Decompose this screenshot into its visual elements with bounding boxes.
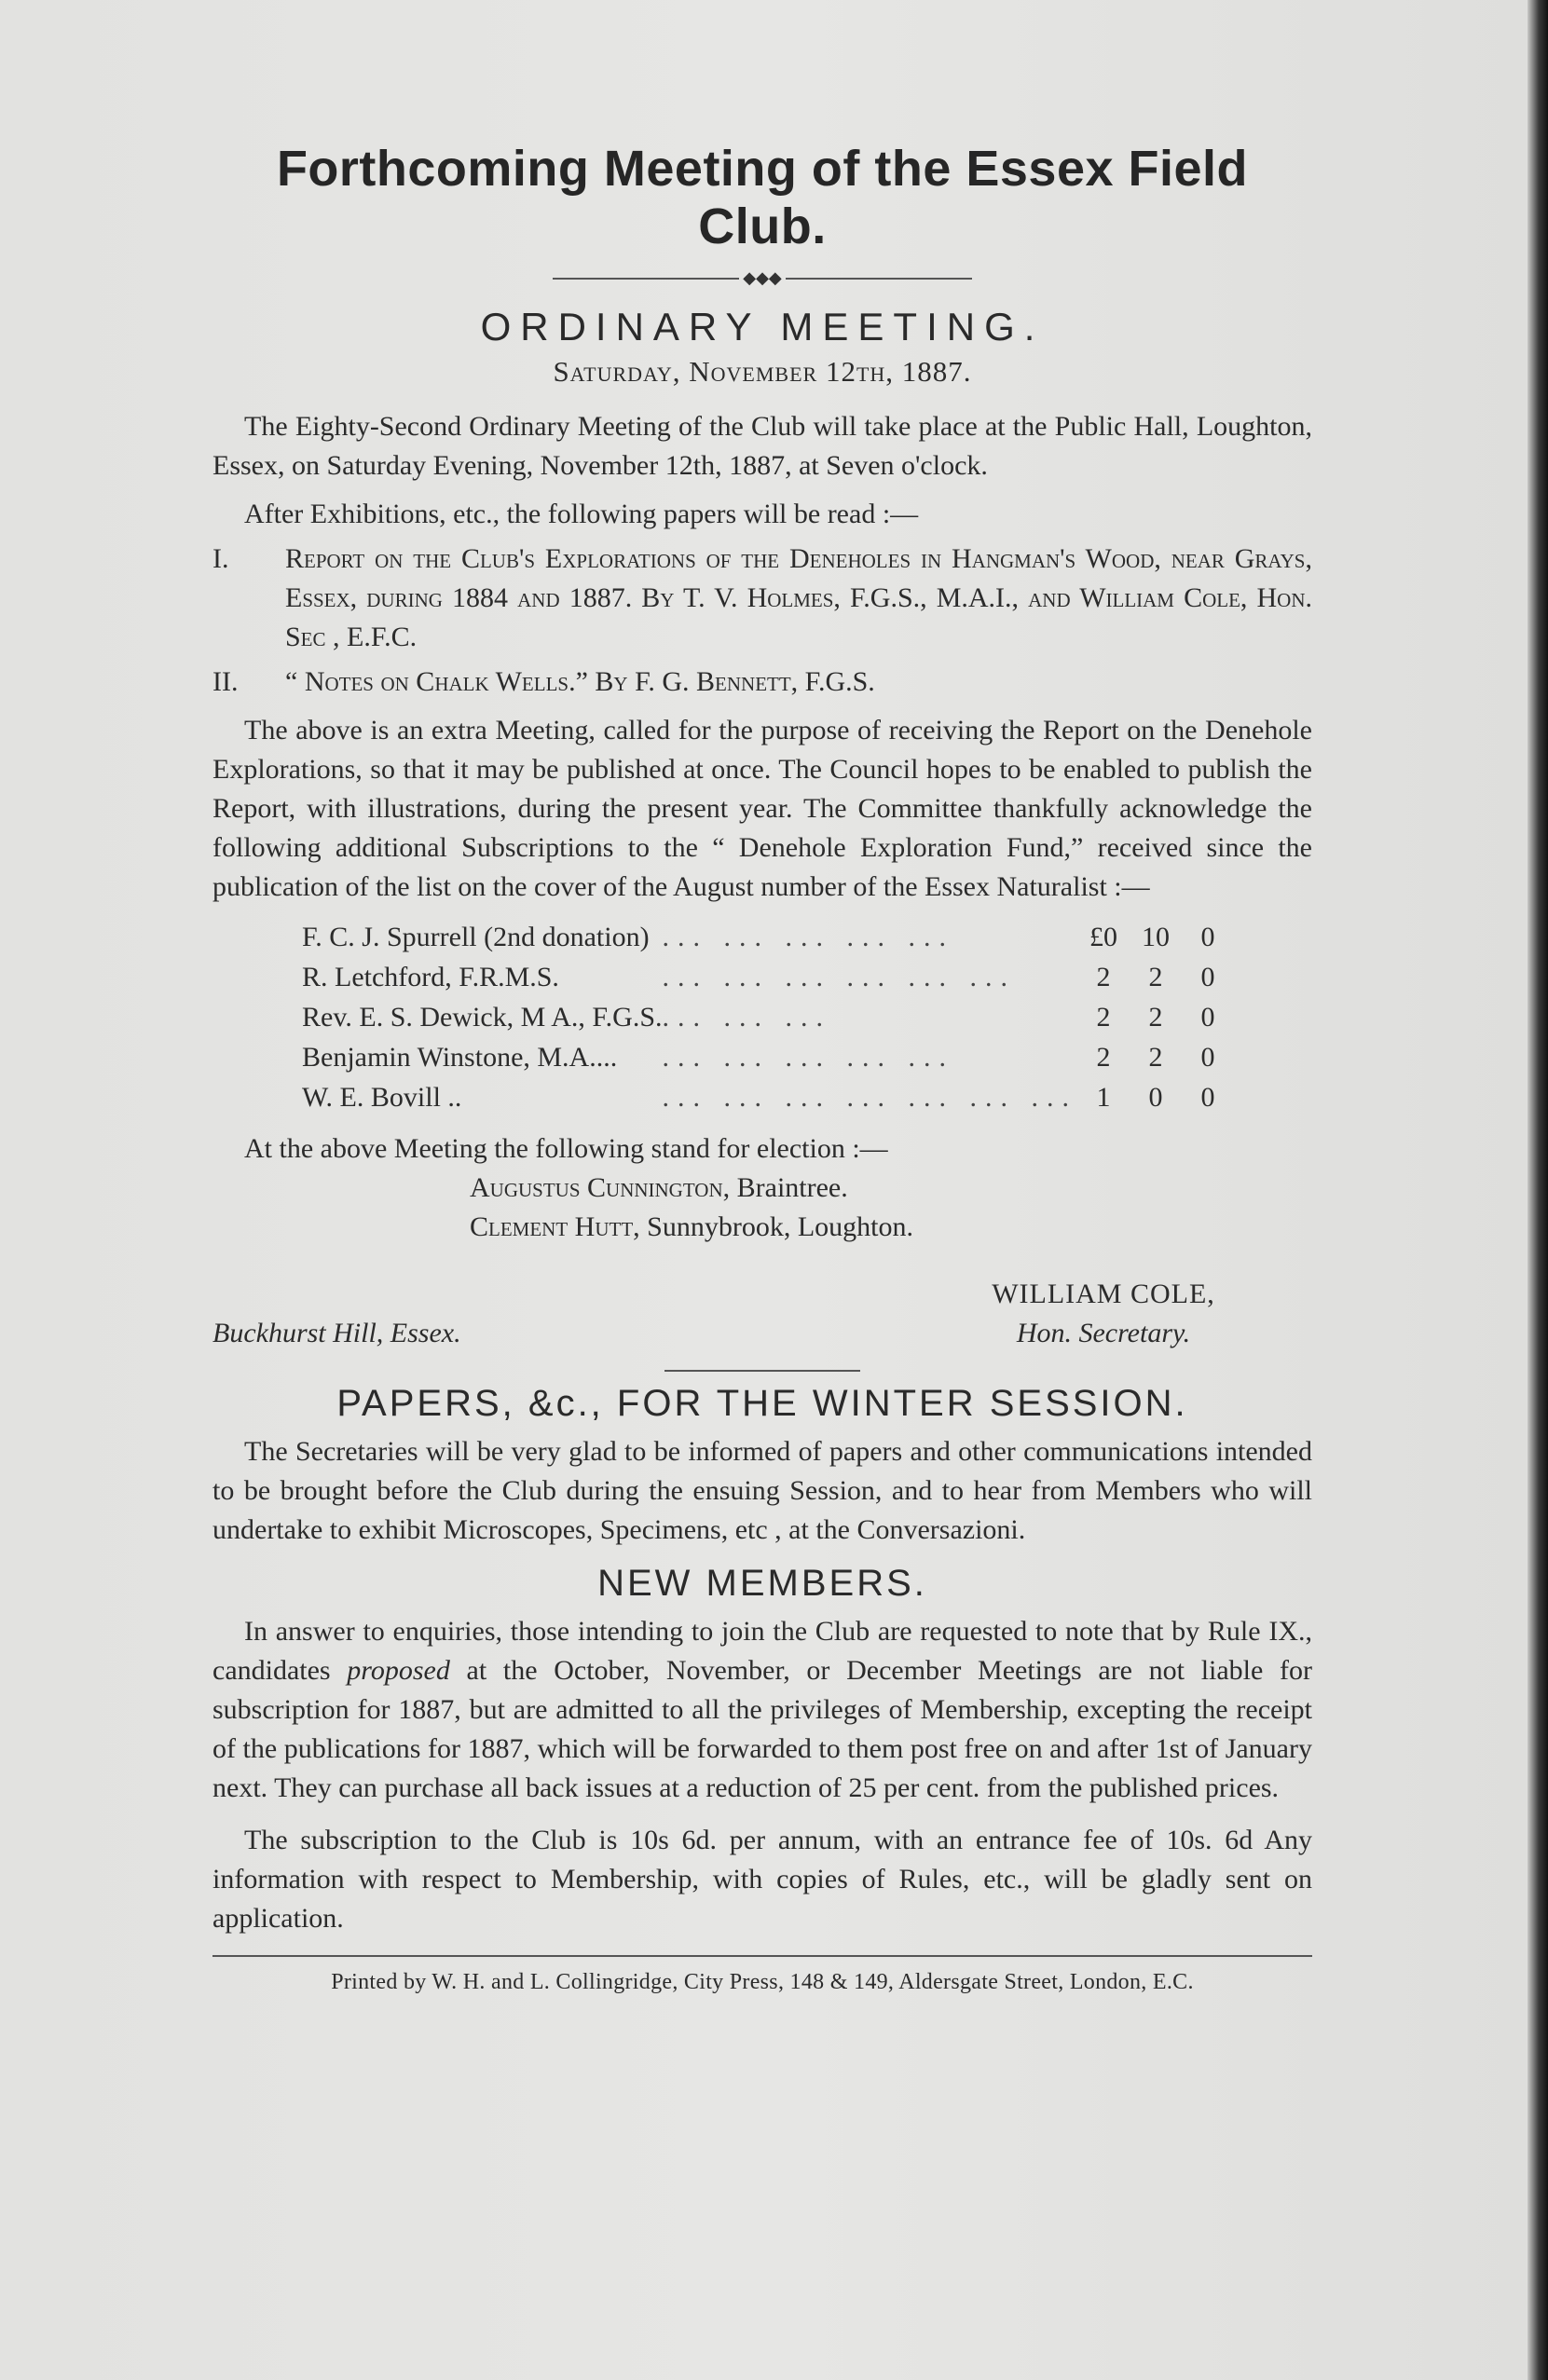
paper-text: “ Notes on Chalk Wells.” By F. G. Bennett, F.G.S. xyxy=(285,666,875,697)
winter-session-heading: PAPERS, &c., FOR THE WINTER SESSION. xyxy=(336,1383,1188,1424)
signature-name: WILLIAM COLE, xyxy=(992,1279,1215,1309)
amount-pence: 0 xyxy=(1200,1042,1215,1073)
subscriber-name: R. Letchford, F.R.M.S. xyxy=(302,962,559,992)
ornament-line-left xyxy=(553,278,739,280)
candidate-name: Clement Hutt xyxy=(470,1211,634,1242)
document-content xyxy=(212,140,1312,1995)
papers-read-intro: After Exhibitions, etc., the following papers will be read :— xyxy=(244,499,919,529)
leader-dots: ... ... ... ... ... xyxy=(662,1042,954,1073)
paper-number: I. xyxy=(212,543,229,574)
papers-list xyxy=(212,540,1312,702)
election-intro: At the above Meeting the following stand for election :— xyxy=(244,1133,888,1164)
subscriber-name: Benjamin Winstone, M.A.... xyxy=(302,1042,618,1073)
diamond-ornament-icon: ◆◆◆ xyxy=(743,268,782,288)
signature-location: Buckhurst Hill, Essex. xyxy=(212,1318,461,1348)
amount-pounds: 2 xyxy=(1096,1042,1111,1073)
subscription-paragraph: The subscription to the Club is 10s 6d. per annum, with an entrance fee of 10s. 6d Any information with respect to Membership, with copies of Rules, etc., will be gladly sent on application. xyxy=(212,1825,1312,1934)
candidate-place: , Braintree. xyxy=(722,1172,848,1203)
amount-shillings: 0 xyxy=(1148,1082,1163,1113)
winter-session-paragraph: The Secretaries will be very glad to be informed of papers and other communications intended to be brought before the Club during the ensuing Session, and to hear from Members who will undertake to exhibit Microscopes, Specimens, etc , at the Conversazioni. xyxy=(212,1436,1312,1545)
meeting-date: Saturday, November 12th, 1887. xyxy=(553,355,972,388)
leader-dots: ... ... ... ... ... ... ... xyxy=(662,1082,1077,1113)
signature-block xyxy=(212,1275,1312,1353)
amount-pounds: 2 xyxy=(1096,1002,1111,1033)
subscriber-name: W. E. Bovill .. xyxy=(302,1082,462,1113)
section-divider xyxy=(664,1370,860,1372)
amount-pounds: 1 xyxy=(1096,1082,1111,1113)
new-members-paragraph xyxy=(212,1612,1312,1808)
amount-pence: 0 xyxy=(1200,1002,1215,1033)
subscriber-name: Rev. E. S. Dewick, M A., F.G.S. xyxy=(302,1002,663,1033)
amount-pounds: £0 xyxy=(1089,922,1117,952)
extra-meeting-paragraph: The above is an extra Meeting, called for the purpose of receiving the Report on the Denehole Explorations, so that it may be published at once. The Council hopes to be enabled to publish the Report, with illustrations, during the present year. The Committee thankfully acknowledge the following additional Subscriptions to the “ Denehole Exploration Fund,” received since the publication of the list on the cover of the August number of the Essex Naturalist :— xyxy=(212,715,1312,902)
new-members-text-a: In answer to enquiries, those intending to join the Club are requested to note that by Rule IX., candidates xyxy=(212,1616,1312,1686)
candidate-name: Augustus Cunnington xyxy=(470,1172,723,1203)
subscription-row xyxy=(302,1042,1234,1082)
amount-shillings: 10 xyxy=(1142,922,1170,952)
leader-dots: ... ... ... ... ... ... xyxy=(662,962,1016,992)
new-members-emphasis: proposed xyxy=(347,1655,450,1686)
paper-text: Report on the Club's Explorations of the Deneholes in Hangman's Wood, near Grays, Essex, during 1884 and 1887. By T. V. Holmes, F.G.S., M.A.I., and William Cole, Hon. Sec , E.F.C. xyxy=(285,543,1312,652)
amount-shillings: 2 xyxy=(1148,962,1163,992)
signature-role: Hon. Secretary. xyxy=(1016,1318,1191,1348)
subscription-row xyxy=(302,1002,1234,1042)
printer-footer: Printed by W. H. and L. Collingridge, City Press, 148 & 149, Aldersgate Street, London, E.C. xyxy=(331,1970,1194,1994)
new-members-heading: NEW MEMBERS. xyxy=(597,1563,927,1604)
page-title: Forthcoming Meeting of the Essex Field Club. xyxy=(276,141,1249,254)
footer-rule xyxy=(212,1955,1312,1957)
amount-pence: 0 xyxy=(1200,1082,1215,1113)
candidate-place: , Sunnybrook, Loughton. xyxy=(633,1211,913,1242)
subscription-row xyxy=(302,922,1234,962)
paper-item xyxy=(212,540,1312,657)
ordinary-meeting-heading: ORDINARY MEETING. xyxy=(480,305,1045,349)
subscription-row xyxy=(302,1082,1234,1122)
candidate-item xyxy=(212,1208,1312,1247)
amount-pence: 0 xyxy=(1200,962,1215,992)
candidate-item xyxy=(212,1169,1312,1208)
new-members-text-b: at the October, November, or December Meetings are not liable for subscription for 1887, but are admitted to all the privileges of Membership, excepting the receipt of the publications for 1887, which will be forwarded to them post free on and after 1st of January next. They can purchase all back issues at a reduction of 25 per cent. from the published prices. xyxy=(212,1655,1313,1803)
meeting-intro-paragraph: The Eighty-Second Ordinary Meeting of the Club will take place at the Public Hall, Loughton, Essex, on Saturday Evening, November 12th, 1887, at Seven o'clock. xyxy=(212,411,1312,481)
leader-dots: ... ... ... ... ... xyxy=(662,922,954,952)
amount-pounds: 2 xyxy=(1096,962,1111,992)
paper-number: II. xyxy=(212,666,239,697)
amount-shillings: 2 xyxy=(1148,1002,1163,1033)
subscriber-name: F. C. J. Spurrell (2nd donation) xyxy=(302,922,650,952)
amount-shillings: 2 xyxy=(1148,1042,1163,1073)
amount-pence: 0 xyxy=(1200,922,1215,952)
paper-item xyxy=(212,663,1312,702)
candidates-list xyxy=(212,1169,1312,1247)
book-spine-shadow xyxy=(1527,0,1548,2380)
title-ornament xyxy=(212,268,1312,288)
ornament-line-right xyxy=(786,278,972,280)
subscriptions-table xyxy=(302,922,1234,1122)
subscription-row xyxy=(302,962,1234,1002)
leader-dots: ... ... ... xyxy=(662,1002,831,1033)
signature-right xyxy=(917,1275,1290,1353)
